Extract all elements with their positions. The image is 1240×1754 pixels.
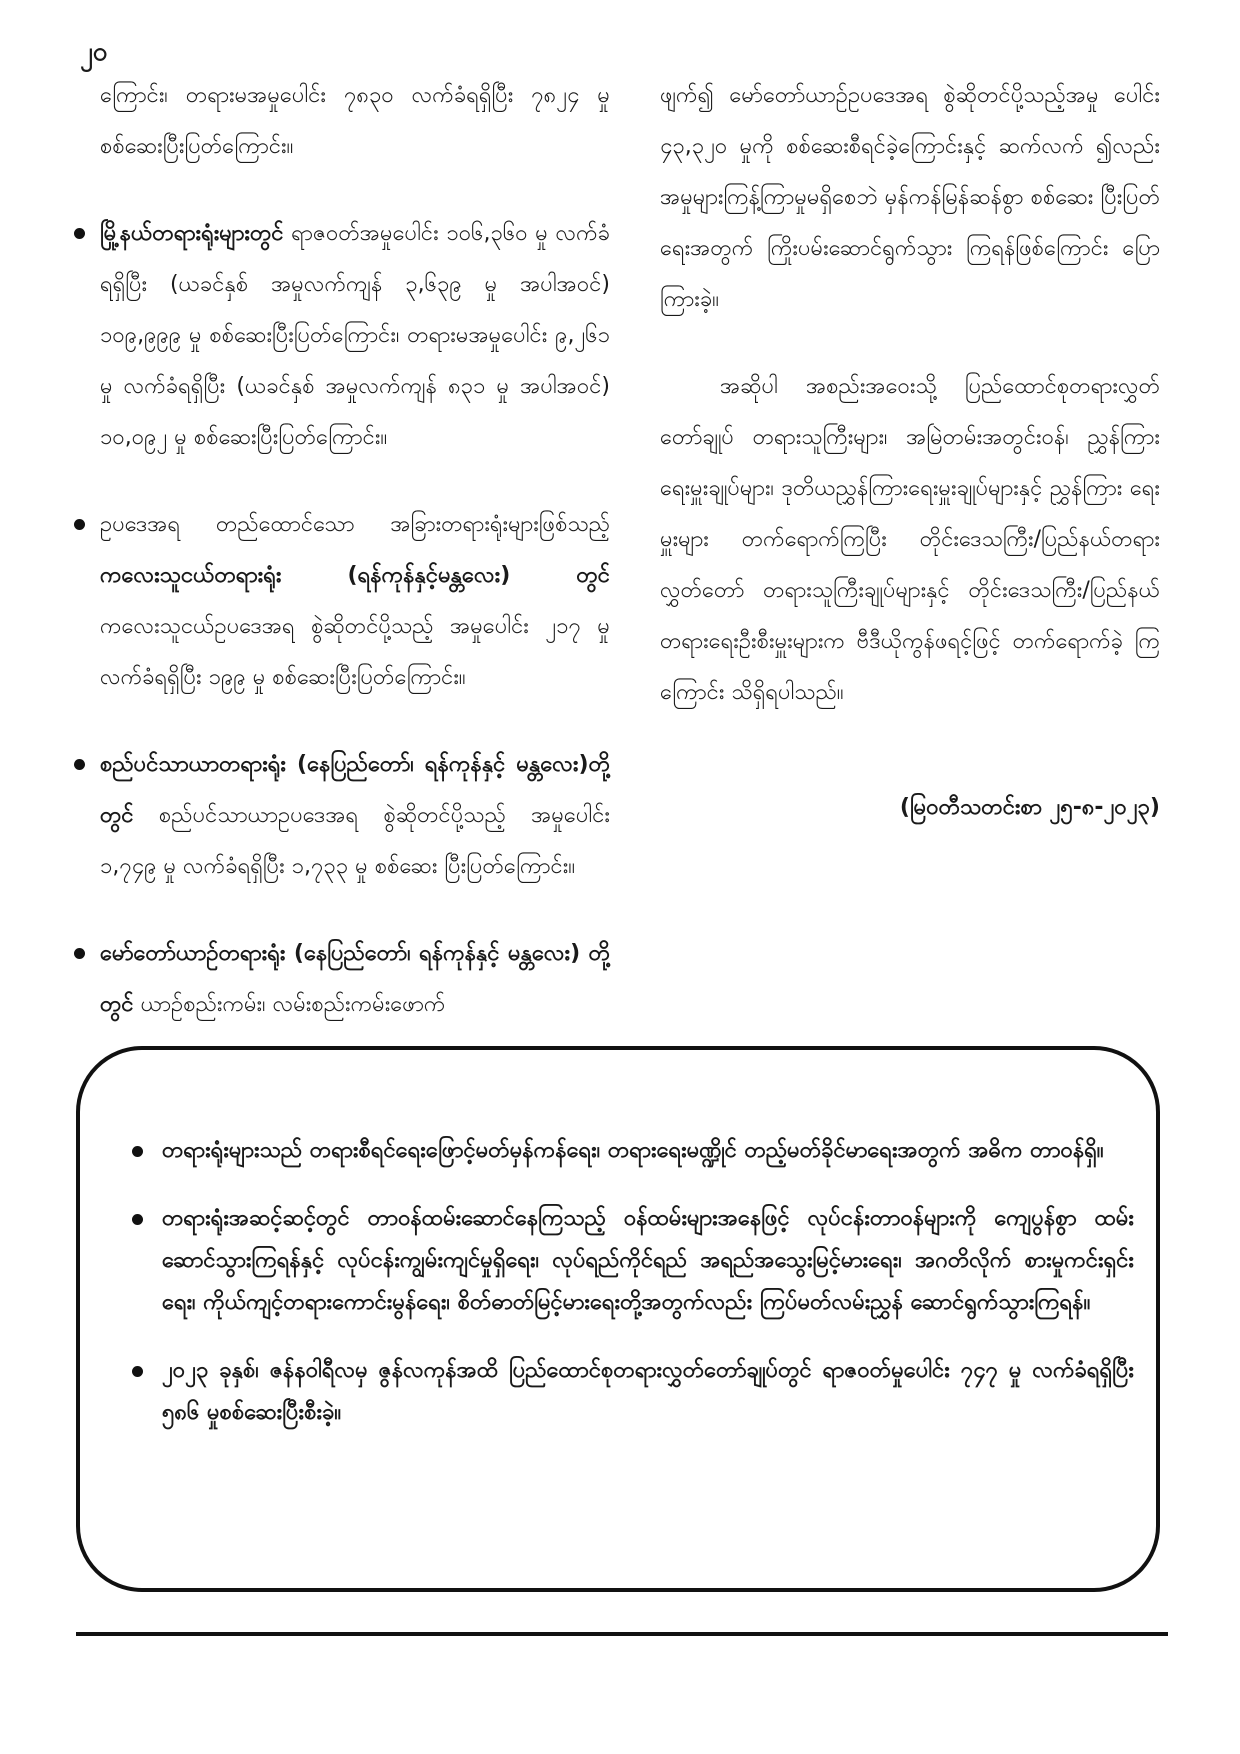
bullet-item-municipal-court: [100, 739, 610, 892]
summary-item: တရားရုံးအဆင့်ဆင့်တွင် တာဝန်ထမ်းဆောင်နေကြသည့် ဝန်ထမ်းများအနေဖြင့် လုပ်ငန်းတာဝန်များကို ကျေပွန်စွာ ထမ်းဆောင်သွားကြရန်နှင့် လုပ်ငန်းကျွမ်းကျင်မှုရှိရေး၊ လုပ်ရည်ကိုင်ရည် အရည်အသွေးမြင့်မားရေး၊ အဂတိလိုက် စားမှုကင်းရှင်းရေး၊ ကိုယ်ကျင့်တရားကောင်းမွန်ရေး၊ စိတ်ဓာတ်မြင့်မားရေးတို့အတွက်လည်း ကြပ်မတ်လမ်းညွှန် ဆောင်ရွက်သွားကြရန်။: [162, 1198, 1134, 1324]
bullet-text: ကလေးသူငယ်ဥပဒေအရ စွဲဆိုတင်ပို့သည့် အမှုပေါင်း ၂၁၇ မှု လက်ခံရရှိပြီး ၁၉၉ မှု စစ်ဆေးပြီးပြတ်ကြောင်း။: [100, 614, 610, 690]
bullet-text: ယာဉ်စည်းကမ်း၊ လမ်းစည်းကမ်းဖောက်: [133, 992, 446, 1017]
right-column: [660, 70, 1160, 833]
summary-list: [162, 1130, 1134, 1460]
summary-item: ၂၀၂၃ ခုနှစ်၊ ဇန်နဝါရီလမှ ဇွန်လကုန်အထိ ပြည်ထောင်စုတရားလွှတ်တော်ချုပ်တွင် ရာဇဝတ်မှုပေါင်း ၇၄၇ မှု လက်ခံရရှိပြီး ၅၈၆ မှုစစ်ဆေးပြီးစီးခဲ့။: [162, 1350, 1134, 1434]
bullet-heading: မော်တော်ယာဉ်တရားရုံး (နေပြည်တော်၊ ရန်ကုန်နှင့် မန္တလေး) တို့တွင်: [100, 941, 610, 1017]
left-column: [100, 70, 610, 1030]
summary-item: တရားရုံးများသည် တရားစီရင်ရေးဖြောင့်မတ်မှန်ကန်ရေး၊ တရားရေးမဏ္ဍိုင် တည့်မတ်ခိုင်မာရေးအတွက် အဓိက တာဝန်ရှိ။: [162, 1130, 1134, 1172]
bullet-item-juvenile-court: [100, 499, 610, 703]
bullet-text: ရာဇဝတ်အမှုပေါင်း ၁၀၆,၃၆၀ မှု လက်ခံရရှိပြီး (ယခင်နှစ် အမှုလက်ကျန် ၃,၆၃၉ မှု အပါအဝင်) ၁၀၉,၉၉၉ မှု စစ်ဆေးပြီးပြတ်ကြောင်း၊ တရားမအမှုပေါင်း ၉,၂၆၁ မှု လက်ခံရရှိပြီး (ယခင်နှစ် အမှုလက်ကျန် ၈၃၁ မှု အပါအဝင်) ၁၀,၀၉၂ မှု စစ်ဆေးပြီးပြတ်ကြောင်း။: [100, 221, 610, 450]
summary-box: [76, 1046, 1160, 1592]
bullet-pre-text: ဥပဒေအရ တည်ထောင်သော အခြားတရားရုံးများဖြစ်သည့်: [100, 512, 610, 537]
bullet-heading: စည်ပင်သာယာတရားရုံး (နေပြည်တော်၊ ရန်ကုန်နှင့် မန္တလေး)တို့တွင်: [100, 752, 610, 828]
bullet-text: စည်ပင်သာယာဥပဒေအရ စွဲဆိုတင်ပို့သည့် အမှုပေါင်း ၁,၇၄၉ မှု လက်ခံရရှိပြီး ၁,၇၃၃ မှု စစ်ဆေး ပြီးပြတ်ကြောင်း။: [100, 803, 610, 879]
right-continuation-paragraph: ဖျက်၍ မော်တော်ယာဉ်ဥပဒေအရ စွဲဆိုတင်ပို့သည့်အမှု ပေါင်း ၄၃,၃၂၀ မှုကို စစ်ဆေးစီရင်ခဲ့ကြောင်းနှင့် ဆက်လက် ၍လည်း အမှုများကြန့်ကြာမှုမရှိစေဘဲ မှန်ကန်မြန်ဆန်စွာ စစ်ဆေး ပြီးပြတ်ရေးအတွက် ကြိုးပမ်းဆောင်ရွက်သွား ကြရန်ဖြစ်ကြောင်း ပြောကြားခဲ့။: [660, 83, 1160, 312]
left-bullet-list: [100, 208, 610, 1030]
footer-divider: [76, 1632, 1168, 1636]
bullet-item-township-courts: [100, 208, 610, 463]
bullet-heading: မြို့နယ်တရားရုံးများတွင်: [100, 221, 284, 246]
page-number: ၂၀: [80, 37, 108, 67]
right-meeting-paragraph: အဆိုပါ အစည်းအဝေးသို့ ပြည်ထောင်စုတရားလွှတ် တော်ချုပ် တရားသူကြီးများ၊ အမြဲတမ်းအတွင်းဝန်၊ ညွှန်ကြား ရေးမှူးချုပ်များ၊ ဒုတိယညွှန်ကြားရေးမှူးချုပ်များနှင့် ညွှန်ကြား ရေးမှူးများ တက်ရောက်ကြပြီး တိုင်းဒေသကြီး/ပြည်နယ်တရား လွှတ်တော် တရားသူကြီးချုပ်များနှင့် တိုင်းဒေသကြီး/ပြည်နယ် တရားရေးဦးစီးမှူးများက ဗီဒီယိုကွန်ဖရင့်ဖြင့် တက်ရောက်ခဲ့ ကြကြောင်း သိရှိရပါသည်။: [660, 374, 1160, 705]
bullet-item-traffic-court: [100, 928, 610, 1030]
bullet-heading: ကလေးသူငယ်တရားရုံး (ရန်ကုန်နှင့်မန္တလေး) တွင်: [100, 563, 610, 588]
left-intro-paragraph: ကြောင်း၊ တရားမအမှုပေါင်း ၇၈၃၀ လက်ခံရရှိပြီး ၇၈၂၄ မှု စစ်ဆေးပြီးပြတ်ကြောင်း။: [100, 83, 610, 159]
news-source-citation: (မြဝတီသတင်းစာ ၂၅-၈-၂၀၂၃): [899, 795, 1160, 820]
